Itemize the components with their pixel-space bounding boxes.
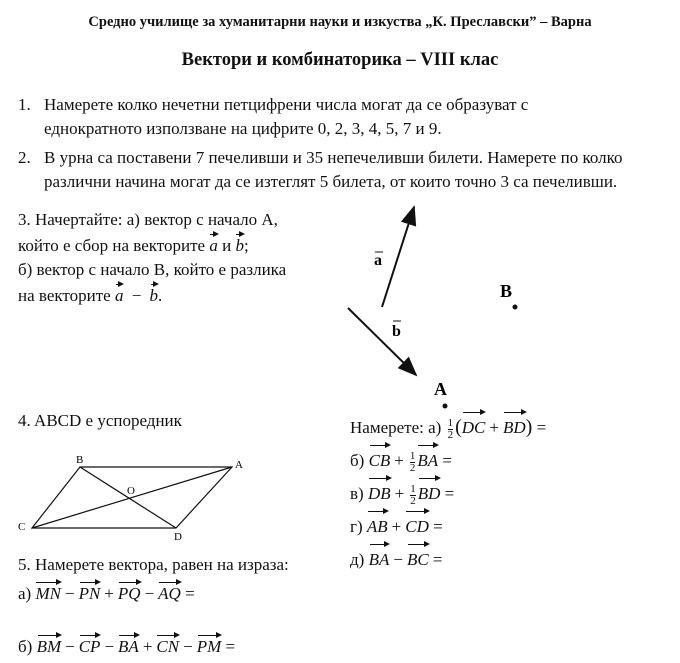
vectors-figure	[330, 195, 550, 415]
point-b-label: B	[500, 281, 513, 301]
vec-cp: CP	[79, 633, 101, 659]
task-3-line-1: 3. Начертайте: а) вектор с начало A,	[18, 210, 278, 229]
task-2-number: 2.	[18, 148, 31, 167]
vertex-d: D	[174, 531, 182, 542]
vec-cn: CN	[156, 633, 179, 659]
point-a-label: A	[434, 379, 447, 399]
task-1-line-2: еднократното използване на цифрите 0, 2, 3, 4, 5, 7 и 9.	[44, 119, 442, 138]
worksheet-title: Вектори и комбинаторика – VIII клас	[181, 50, 499, 70]
vector-b-symbol-2: b	[150, 282, 159, 308]
figure-label-b: b	[392, 323, 401, 340]
vector-a-arrow	[382, 207, 414, 307]
task-1-line-1: Намерете колко нечетни петцифрени числа могат да се образуват с	[44, 95, 529, 114]
vec-pm: PM	[197, 633, 222, 659]
vec-ba: BA	[417, 443, 438, 476]
center-o: O	[127, 485, 135, 497]
task-3-and: и	[222, 236, 232, 255]
task-5-a: а) MN − PN + PQ − AQ =	[18, 580, 195, 606]
vec-pq: PQ	[118, 580, 141, 606]
task-2-line-2: различни начина могат да се изтеглят 5 билета, от които точно 3 са печеливши.	[44, 172, 618, 191]
task-5-title: 5. Намерете вектора, равен на израза:	[18, 555, 289, 574]
vec-aq: AQ	[158, 580, 181, 606]
vector-a-symbol-2: a	[115, 282, 124, 308]
vertex-b: B	[76, 454, 84, 466]
task-5-b: б) BM − CP − BA + CN − PM =	[18, 633, 235, 659]
vec-bd-2: BD	[418, 476, 441, 509]
vertex-c: C	[18, 521, 26, 533]
vec-ab: AB	[367, 509, 388, 542]
vec-dc: DC	[462, 410, 486, 443]
vector-a-symbol: a	[209, 232, 218, 258]
task-3-line-3: б) вектор с начало B, който е разлика	[18, 260, 287, 279]
task-3	[18, 208, 286, 308]
vec-bm: BM	[37, 633, 62, 659]
find-label: Намерете: а)	[350, 418, 442, 437]
task-4-item-b: б) CB + $\frac{1}{2}$ BA =	[350, 443, 546, 476]
task-4-item-d: г) AB + CD =	[350, 509, 546, 542]
parallelogram-figure	[14, 452, 259, 542]
task-4-item-c: в) DB + $\frac{1}{2}$ BD =	[350, 476, 546, 509]
vec-pn: PN	[79, 580, 101, 606]
task-1-number: 1.	[18, 95, 31, 114]
school-name: Средно училище за хуманитарни науки и изкуства „К. Преславски” – Варна	[88, 14, 592, 30]
task-3-line-2-text: който е сбор на векторите	[18, 236, 206, 255]
task-3-line-4: на векторите a − b.	[18, 282, 286, 308]
vec-mn: MN	[35, 580, 61, 606]
task-1	[18, 93, 528, 141]
task-4-title: 4. ABCD е успоредник	[18, 411, 182, 430]
task-4-item-a: Намерете: а) $\frac{1}{2}$ (DC + BD) =	[350, 410, 546, 443]
vec-db: DB	[368, 476, 391, 509]
vector-b-arrow	[348, 308, 416, 375]
task-4-item-e: д) BA − BC =	[350, 542, 546, 575]
point-b	[513, 305, 518, 310]
vertex-a: A	[235, 459, 243, 471]
point-a	[443, 404, 448, 409]
vec-ba-2: BA	[369, 542, 390, 575]
vec-bc: BC	[407, 542, 429, 575]
task-3-line-4-text: на векторите	[18, 286, 111, 305]
task-2-line-1: В урна са поставени 7 печеливши и 35 непечеливши билети. Намерете по колко	[44, 148, 623, 167]
task-3-line-2: който е сбор на векторите a и b;	[18, 232, 286, 258]
task-4-items	[350, 410, 546, 575]
task-2	[18, 146, 623, 194]
vec-cb: CB	[369, 443, 391, 476]
vec-cd: CD	[405, 509, 429, 542]
vec-ba-3: BA	[118, 633, 139, 659]
figure-label-a: a	[374, 252, 382, 269]
vec-bd: BD	[503, 410, 526, 443]
vector-b-symbol: b	[235, 232, 244, 258]
